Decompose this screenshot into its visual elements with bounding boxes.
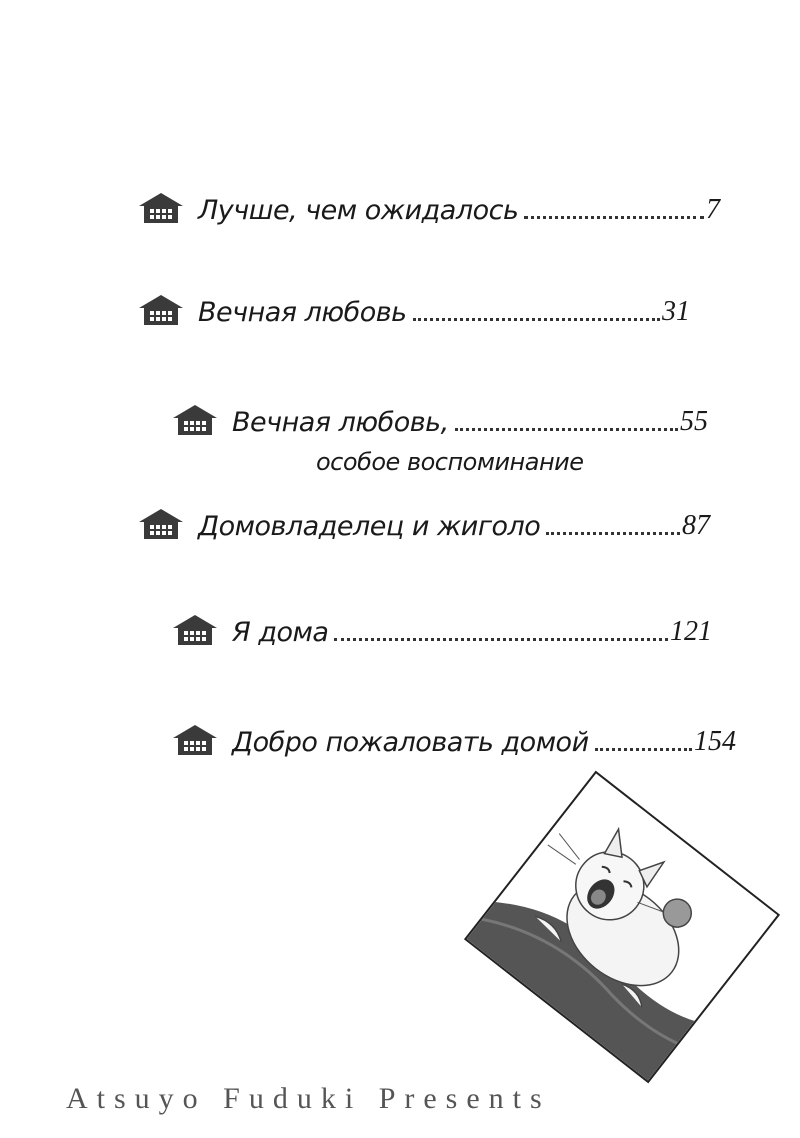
toc-page-number: 87 (682, 510, 710, 541)
toc-entry-title: Вечная любовь (198, 297, 407, 328)
toc-page-number: 121 (670, 616, 712, 647)
toc-entry-title: Добро пожаловать домой (232, 727, 589, 758)
house-icon (172, 614, 218, 646)
toc-entry[interactable] (172, 614, 712, 646)
toc-entry-title: Вечная любовь, (232, 407, 449, 438)
toc-entry[interactable] (138, 508, 710, 540)
house-icon (138, 508, 184, 540)
toc-entry-title: Я дома (232, 617, 329, 648)
footer-credit: Atsuyo Fuduki Presents (66, 1082, 551, 1115)
toc-page-number: 55 (680, 406, 708, 437)
dot-leader (546, 532, 680, 535)
dot-leader (595, 748, 692, 751)
toc-page-number: 154 (694, 726, 736, 757)
toc-entry[interactable] (138, 192, 720, 224)
toc-page-number: 31 (662, 296, 690, 327)
toc-entry-title: Лучше, чем ожидалось (198, 195, 519, 226)
toc-entry-title: Домовладелец и жиголо (198, 511, 541, 542)
toc-entry[interactable] (172, 404, 708, 436)
dot-leader (524, 216, 704, 219)
house-icon (172, 724, 218, 756)
house-icon (138, 294, 184, 326)
dot-leader (455, 428, 678, 431)
cat-illustration (464, 771, 780, 1084)
toc-entry[interactable] (138, 294, 690, 326)
toc-page-number: 7 (706, 194, 720, 225)
dot-leader (334, 638, 668, 641)
house-icon (138, 192, 184, 224)
toc-entry[interactable] (172, 724, 736, 756)
toc-entry-subtitle: особое воспоминание (316, 448, 584, 476)
house-icon (172, 404, 218, 436)
dot-leader (413, 318, 660, 321)
